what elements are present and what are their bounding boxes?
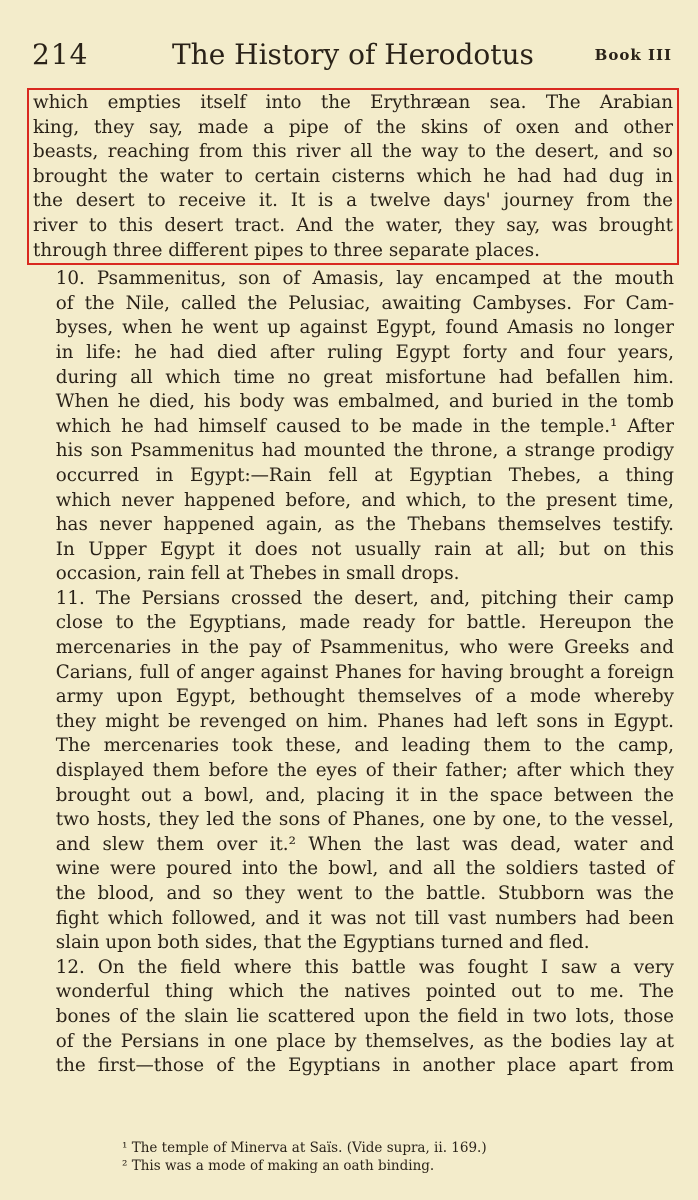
text-line: brought out a bowl, and, placing it in the space between the	[55, 784, 674, 806]
text-line: beasts, reaching from this river all the way to the desert, and so	[33, 141, 673, 163]
page-title: The History of Herodotus	[172, 38, 534, 71]
text-line: which empties itself into the Erythræan sea. The Arabian	[33, 92, 673, 113]
text-line: displayed them before the eyes of their father; after which they	[55, 760, 674, 782]
text-line: bones of the slain lie scattered upon the field in two lots, those	[55, 1005, 674, 1027]
text-line: they might be revenged on him. Phanes had left sons in Egypt.	[55, 710, 674, 732]
text-line: byses, when he went up against Egypt, found Amasis no longer	[55, 317, 674, 339]
page-number: 214	[32, 38, 89, 71]
text-line: slain upon both sides, that the Egyptians turned and fled.	[55, 932, 590, 954]
text-line: king, they say, made a pipe of the skins of oxen and other	[33, 116, 673, 138]
book-label: Book III	[594, 46, 672, 64]
footnote: ² This was a mode of making an oath binding.	[122, 1158, 435, 1174]
text-line: 12. On the field where this battle was fought I saw a very	[55, 956, 674, 978]
text-line: of the Persians in one place by themselves, as the bodies lay at	[55, 1030, 674, 1052]
text-line: fight which followed, and it was not till vast numbers had been	[55, 907, 674, 929]
text-line: which never happened before, and which, to the present time,	[55, 489, 674, 511]
text-line: two hosts, they led the sons of Phanes, one by one, to the vessel,	[55, 809, 674, 831]
text-line: brought the water to certain cisterns which he had had dug in	[33, 165, 673, 187]
text-line: wonderful thing which the natives pointed out to me. The	[55, 981, 674, 1003]
text-line: of the Nile, called the Pelusiac, awaiting Cambyses. For Cam-	[55, 292, 674, 314]
text-line: during all which time no great misfortune had befallen him.	[55, 366, 674, 388]
section-12	[32, 956, 674, 1079]
text-line: 11. The Persians crossed the desert, and, pitching their camp	[55, 587, 674, 609]
text-line: in life: he had died after ruling Egypt forty and four years,	[55, 341, 674, 363]
text-line: When he died, his body was embalmed, and buried in the tomb	[55, 391, 674, 413]
section-11	[32, 587, 674, 956]
text-line: through three different pipes to three separate places.	[33, 239, 540, 261]
text-line: his son Psammenitus had mounted the throne, a strange prodigy	[55, 440, 674, 462]
section-10	[32, 267, 674, 587]
text-line: mercenaries in the pay of Psammenitus, who were Greeks and	[55, 637, 674, 659]
highlighted-passage	[27, 88, 679, 265]
text-line: occasion, rain fell at Thebes in small drops.	[55, 563, 460, 585]
text-line: wine were poured into the bowl, and all the soldiers tasted of	[55, 858, 674, 880]
running-header	[32, 38, 672, 78]
footnotes	[122, 1139, 602, 1175]
text-line: the desert to receive it. It is a twelve days' journey from the	[33, 190, 673, 212]
text-line: the blood, and so they went to the battle. Stubborn was the	[55, 883, 674, 904]
text-line: the first—those of the Egyptians in another place apart from	[55, 1055, 674, 1077]
text-line: In Upper Egypt it does not usually rain at all; but on this	[55, 538, 674, 560]
text-line: close to the Egyptians, made ready for battle. Hereupon the	[55, 612, 674, 634]
text-line: river to this desert tract. And the water, they say, was brought	[33, 214, 673, 236]
text-line: Carians, full of anger against Phanes for having brought a foreign	[55, 661, 674, 683]
text-line: army upon Egypt, bethought themselves of a mode whereby	[55, 686, 674, 708]
body-text	[32, 88, 674, 1079]
text-line: occurred in Egypt:—Rain fell at Egyptian Thebes, a thing	[55, 464, 674, 486]
footnote: ¹ The temple of Minerva at Saïs. (Vide supra, ii. 169.)	[122, 1140, 487, 1156]
text-line: The mercenaries took these, and leading them to the camp,	[55, 735, 674, 757]
text-line: and slew them over it.² When the last was dead, water and	[55, 833, 674, 855]
text-line: has never happened again, as the Thebans themselves testify.	[55, 514, 674, 536]
text-line: 10. Psammenitus, son of Amasis, lay encamped at the mouth	[55, 268, 674, 290]
text-line: which he had himself caused to be made in the temple.¹ After	[55, 415, 674, 437]
